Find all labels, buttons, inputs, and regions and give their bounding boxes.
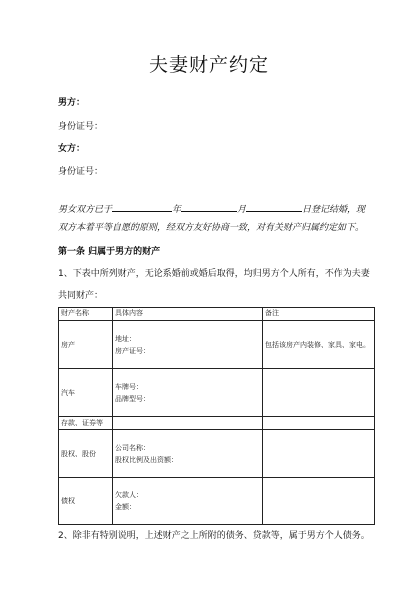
intro-part-1: 男女双方已于 [58,205,113,215]
asset-note[interactable] [263,369,375,417]
asset-details[interactable] [113,478,263,525]
asset-details[interactable] [113,369,263,417]
year-blank[interactable] [112,201,172,212]
month-blank[interactable] [181,201,237,212]
husband-label: 男方： [58,98,86,108]
asset-details[interactable] [113,430,263,478]
intro-line-1 [58,201,365,216]
wife-id-label: 身份证号： [58,167,104,177]
asset-details[interactable] [113,417,263,430]
asset-note[interactable] [263,430,375,478]
asset-note: 包括该房产内装修、家具、家电。 [263,321,375,369]
intro-line-2: 双方本着平等自愿的原则，经双方友好协商一致，对有关财产归属约定如下。 [58,223,365,233]
detail-field: 地址： [115,334,136,343]
table-row [59,478,375,525]
asset-name: 股权、股份 [59,430,113,478]
table-row [59,430,375,478]
asset-note[interactable] [263,478,375,525]
detail-field: 欠款人： [115,491,143,499]
article-1-title: 第一条 归属于男方的财产 [58,247,161,257]
table-row [59,417,375,430]
clause-2: 2、除非有特别说明，上述财产之上所附的债务、贷款等，属于男方个人债务。 [58,531,370,541]
day-blank[interactable] [246,201,302,212]
detail-field: 品牌型号： [115,394,150,403]
clause-1-line-1: 1、下表中所列财产，无论系婚前或婚后取得，均归男方个人所有，不作为夫妻 [58,269,370,279]
asset-details[interactable] [113,321,263,369]
header-notes: 备注 [263,308,375,321]
detail-field: 公司名称： [115,443,150,452]
table-header-row [59,308,375,321]
document-title: 夫妻财产约定 [148,54,269,76]
detail-field: 股权比例及出资额： [115,455,178,464]
asset-name: 存款、证券等 [59,417,113,430]
table-row [59,369,375,417]
asset-name: 债权 [59,478,113,525]
intro-month: 月 [237,205,247,215]
asset-table [58,307,375,525]
husband-id-label: 身份证号： [58,122,104,132]
header-details: 具体内容 [113,308,263,321]
asset-name: 汽车 [59,369,113,417]
detail-field: 金额： [115,503,136,511]
header-asset-name: 财产名称 [59,308,113,321]
detail-field: 车牌号： [115,382,143,391]
intro-day-marriage: 日登记结婚，现 [302,205,366,215]
clause-1-line-2: 共同财产： [58,291,104,301]
wife-label: 女方： [58,144,86,154]
detail-field: 房产证号： [115,346,150,355]
table-row [59,321,375,369]
asset-name: 房产 [59,321,113,369]
intro-year: 年 [172,205,182,215]
asset-note[interactable] [263,417,375,430]
